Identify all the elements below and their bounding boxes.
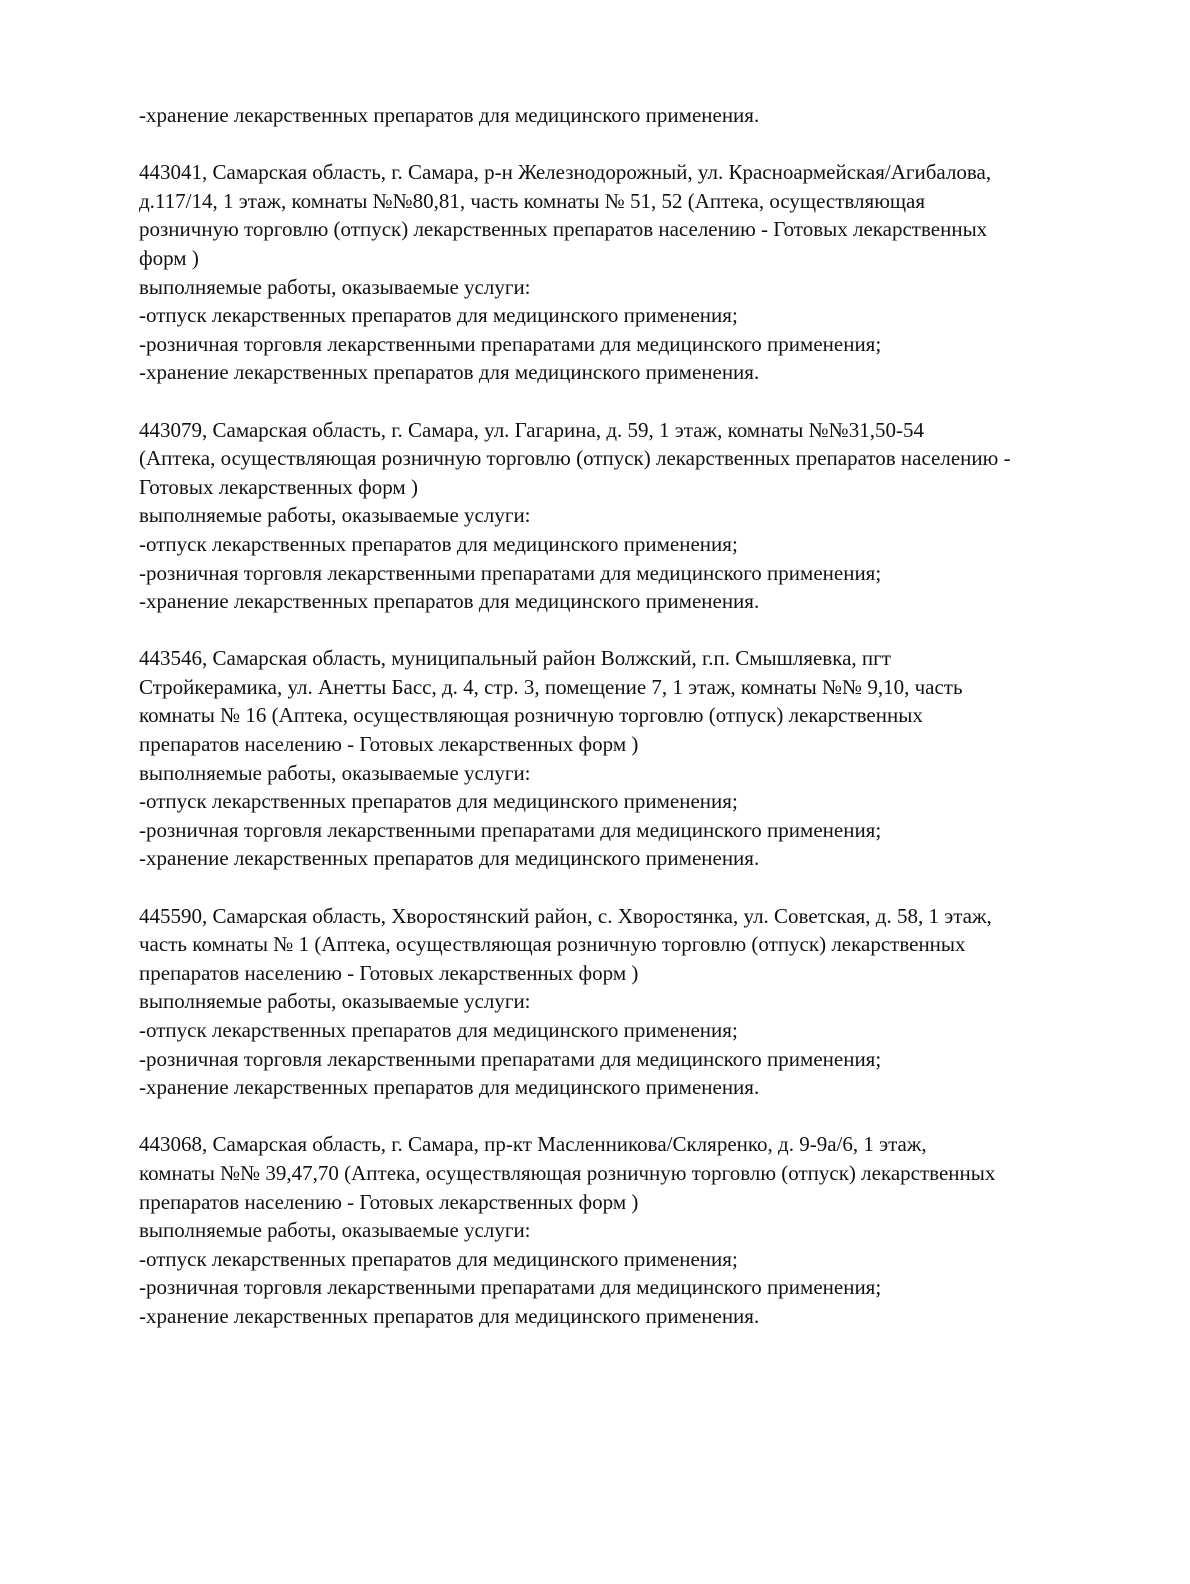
paragraph-gap — [139, 130, 1129, 159]
works-heading: выполняемые работы, оказываемые услуги: — [139, 503, 531, 528]
service-item: -отпуск лекарственных препаратов для медицинского применения; — [139, 531, 738, 556]
address-block — [139, 902, 1129, 988]
document-body — [139, 101, 1129, 1331]
address-line: препаратов населению - Готовых лекарственных форм ) — [139, 960, 639, 985]
address-line: часть комнаты № 1 (Аптека, осуществляющая розничную торговлю (отпуск) лекарственных — [139, 932, 966, 957]
address-block — [139, 1130, 1129, 1216]
service-item: -хранение лекарственных препаратов для медицинского применения. — [139, 589, 760, 614]
address-line: форм ) — [139, 245, 199, 270]
works-heading: выполняемые работы, оказываемые услуги: — [139, 274, 531, 299]
address-line: препаратов населению - Готовых лекарственных форм ) — [139, 1189, 639, 1214]
works-heading: выполняемые работы, оказываемые услуги: — [139, 989, 531, 1014]
works-heading: выполняемые работы, оказываемые услуги: — [139, 760, 531, 785]
intro-service-line: -хранение лекарственных препаратов для медицинского применения. — [139, 103, 760, 127]
service-item: -хранение лекарственных препаратов для медицинского применения. — [139, 1075, 760, 1100]
address-line: 443041, Самарская область, г. Самара, р-н Железнодорожный, ул. Красноармейская/Агибалова, — [139, 160, 992, 185]
service-item: -розничная торговля лекарственными препаратами для медицинского применения; — [139, 817, 882, 842]
address-line: комнаты №№ 39,47,70 (Аптека, осуществляющая розничную торговлю (отпуск) лекарственных — [139, 1160, 996, 1185]
address-line: препаратов населению - Готовых лекарственных форм ) — [139, 732, 639, 757]
address-line: 443079, Самарская область, г. Самара, ул. Гагарина, д. 59, 1 этаж, комнаты №№31,50-54 — [139, 417, 924, 442]
address-line: розничную торговлю (отпуск) лекарственных препаратов населению - Готовых лекарственных — [139, 217, 988, 242]
address-line: 443068, Самарская область, г. Самара, пр-кт Масленникова/Скляренко, д. 9-9а/6, 1 этаж, — [139, 1132, 927, 1157]
paragraph-gap — [139, 387, 1129, 416]
address-line: д.117/14, 1 этаж, комнаты №№80,81, часть комнаты № 51, 52 (Аптека, осуществляющая — [139, 188, 926, 213]
paragraph-gap — [139, 616, 1129, 645]
service-item: -хранение лекарственных препаратов для медицинского применения. — [139, 1303, 760, 1328]
pharmacy-entry — [139, 1130, 1129, 1330]
address-block — [139, 644, 1129, 758]
address-line: комнаты № 16 (Аптека, осуществляющая розничную торговлю (отпуск) лекарственных — [139, 703, 923, 728]
service-item: -розничная торговля лекарственными препаратами для медицинского применения; — [139, 331, 882, 356]
pharmacy-entry — [139, 158, 1129, 387]
service-item: -отпуск лекарственных препаратов для медицинского применения; — [139, 789, 738, 814]
address-line: Готовых лекарственных форм ) — [139, 474, 418, 499]
address-line: (Аптека, осуществляющая розничную торговлю (отпуск) лекарственных препаратов населению - — [139, 446, 1011, 471]
paragraph-gap — [139, 1102, 1129, 1131]
address-block — [139, 416, 1129, 502]
works-heading: выполняемые работы, оказываемые услуги: — [139, 1218, 531, 1243]
service-item: -отпуск лекарственных препаратов для медицинского применения; — [139, 1018, 738, 1042]
service-item: -розничная торговля лекарственными препаратами для медицинского применения; — [139, 560, 882, 585]
service-item: -отпуск лекарственных препаратов для медицинского применения; — [139, 1246, 738, 1271]
pharmacy-entry — [139, 416, 1129, 616]
service-item: -отпуск лекарственных препаратов для медицинского применения; — [139, 303, 738, 328]
service-item: -хранение лекарственных препаратов для медицинского применения. — [139, 360, 760, 385]
address-line: 443546, Самарская область, муниципальный район Волжский, г.п. Смышляевка, пгт — [139, 646, 891, 671]
paragraph-gap — [139, 873, 1129, 902]
address-block — [139, 158, 1129, 272]
service-item: -розничная торговля лекарственными препаратами для медицинского применения; — [139, 1046, 882, 1071]
pharmacy-entry — [139, 644, 1129, 873]
pharmacy-entry — [139, 902, 1129, 1102]
address-line: Стройкерамика, ул. Анетты Басс, д. 4, стр. 3, помещение 7, 1 этаж, комнаты №№ 9,10, часть — [139, 674, 963, 699]
address-line: 445590, Самарская область, Хворостянский район, с. Хворостянка, ул. Советская, д. 58, 1 этаж, — [139, 903, 992, 928]
service-item: -хранение лекарственных препаратов для медицинского применения. — [139, 846, 760, 871]
service-item: -розничная торговля лекарственными препаратами для медицинского применения; — [139, 1275, 882, 1300]
